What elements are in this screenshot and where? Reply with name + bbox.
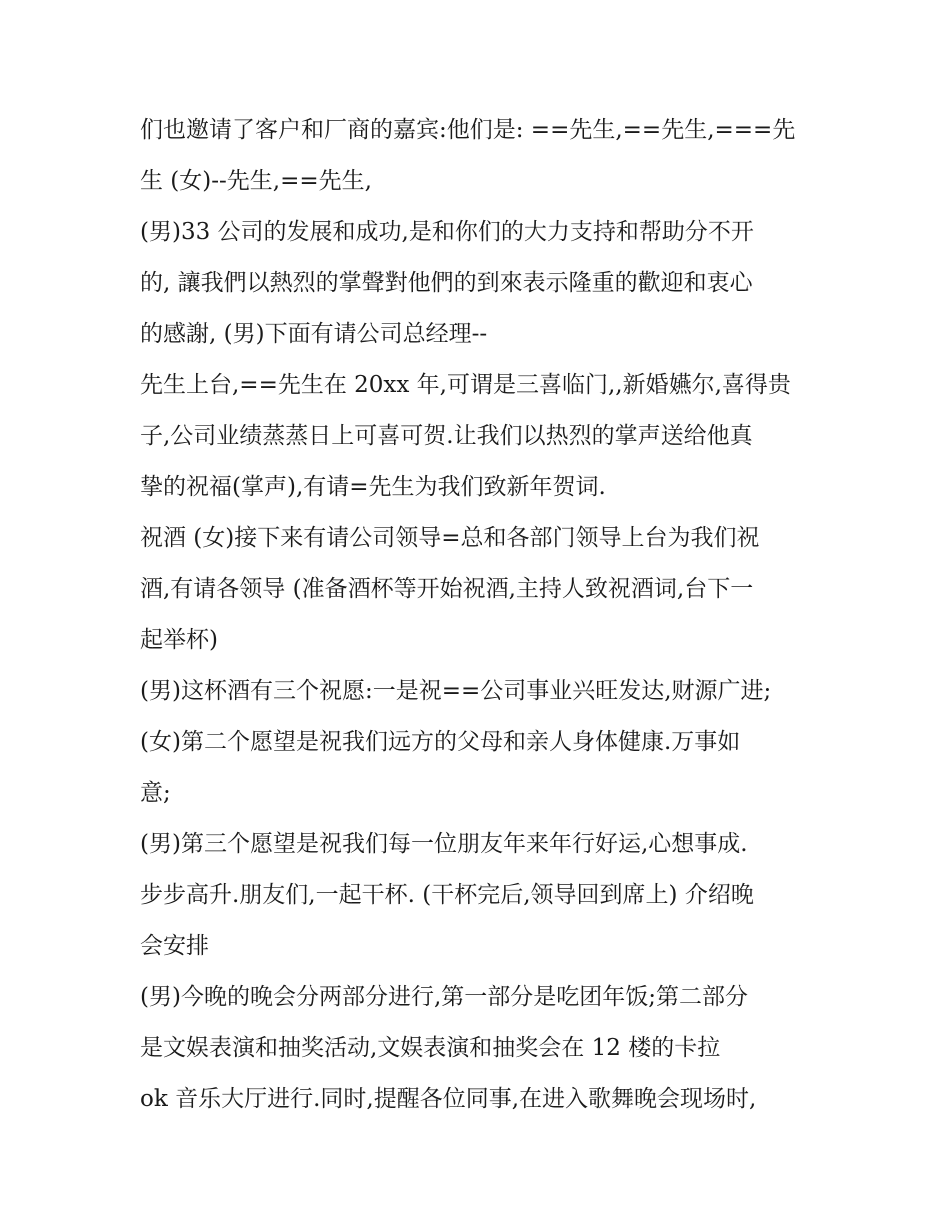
text-line-6: 先生上台,==先生在 20xx 年,可谓是三喜临门,,新婚嬿尔,喜得贵: [140, 372, 791, 398]
document-body: [140, 105, 820, 1125]
text-line-14: 意;: [140, 780, 171, 806]
text-line-1: 们也邀请了客户和厂商的嘉宾:他们是: ==先生,==先生,===先: [140, 117, 796, 143]
text-line-15: (男)第三个愿望是祝我们每一位朋友年来年行好运,心想事成.: [140, 831, 748, 857]
text-line-5: 的感謝, (男)下面有请公司总经理--: [140, 321, 488, 347]
text-line-7: 子,公司业绩蒸蒸日上可喜可贺.让我们以热烈的掌声送给他真: [140, 423, 753, 449]
text-line-3: (男)33 公司的发展和成功,是和你们的大力支持和帮助分不开: [140, 219, 754, 245]
text-line-17: 会安排: [140, 933, 209, 959]
text-line-10: 酒,有请各领导 (准备酒杯等开始祝酒,主持人致祝酒词,台下一: [140, 576, 754, 602]
text-line-4: 的, 讓我們以熱烈的掌聲對他們的到來表示隆重的歡迎和衷心: [140, 270, 753, 296]
text-line-8: 挚的祝福(掌声),有请=先生为我们致新年贺词.: [140, 474, 606, 500]
text-line-12: (男)这杯酒有三个祝愿:一是祝==公司事业兴旺发达,财源广进;: [140, 678, 772, 704]
text-line-16: 步步高升.朋友们,一起干杯. (干杯完后,领导回到席上) 介绍晚: [140, 882, 754, 908]
text-line-19: 是文娱表演和抽奖活动,文娱表演和抽奖会在 12 楼的卡拉: [140, 1035, 721, 1061]
text-line-2: 生 (女)--先生,==先生,: [140, 168, 372, 194]
text-line-9: 祝酒 (女)接下来有请公司领导=总和各部门领导上台为我们祝: [140, 525, 760, 551]
text-line-20: ok 音乐大厅进行.同时,提醒各位同事,在进入歌舞晚会现场时,: [140, 1086, 757, 1112]
text-line-13: (女)第二个愿望是祝我们远方的父母和亲人身体健康.万事如: [140, 729, 741, 755]
text-line-18: (男)今晚的晚会分两部分进行,第一部分是吃团年饭;第二部分: [140, 984, 749, 1010]
text-line-11: 起举杯): [140, 627, 218, 653]
